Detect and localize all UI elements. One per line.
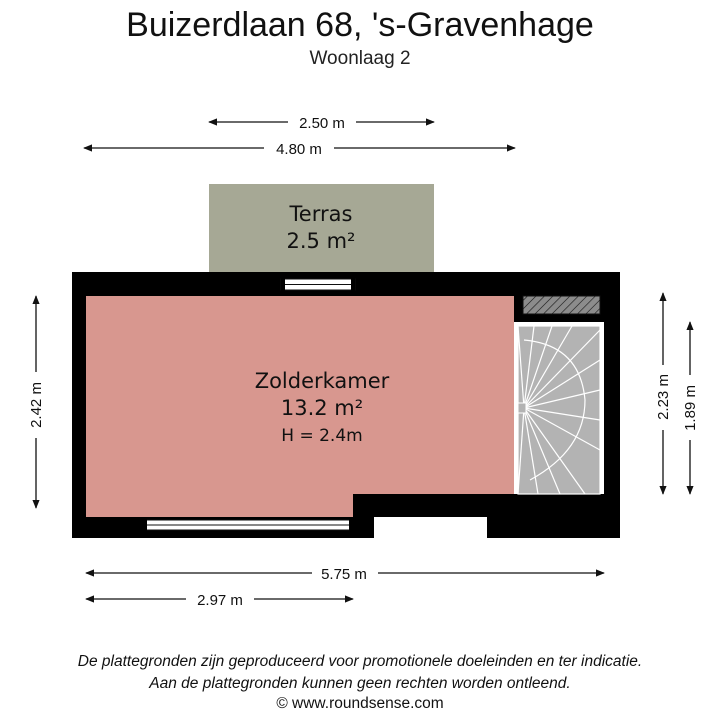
dimension-right-outer-label: 2.23 m <box>655 374 672 420</box>
zolderkamer-height: H = 2.4m <box>281 426 363 446</box>
terras-area: 2.5 m² <box>286 229 356 253</box>
zolderkamer-label: Zolderkamer <box>254 369 390 393</box>
terras-label: Terras <box>289 202 353 226</box>
dimension-left-label: 2.42 m <box>28 382 45 428</box>
dimension-bottom-inner-label: 2.97 m <box>197 592 243 609</box>
disclaimer-line-1: De plattegronden zijn geproduceerd voor promotionele doeleinden en ter indicatie. <box>77 653 643 670</box>
zolderkamer-area: 13.2 m² <box>280 396 364 420</box>
dimension-top-outer-label: 4.80 m <box>276 141 322 158</box>
copyright-line: © www.roundsense.com <box>276 695 444 712</box>
dimension-top-inner-label: 2.50 m <box>299 115 345 132</box>
disclaimer-line-2: Aan de plattegronden kunnen geen rechten worden ontleend. <box>149 675 571 692</box>
plan-title: Buizerdlaan 68, 's-Gravenhage <box>126 6 594 44</box>
terrace-area <box>209 184 434 272</box>
dimension-bottom-outer-label: 5.75 m <box>321 566 367 583</box>
floor-label: Woonlaag 2 <box>309 48 411 69</box>
dimension-right-inner-label: 1.89 m <box>682 385 699 431</box>
staircase <box>518 326 600 494</box>
